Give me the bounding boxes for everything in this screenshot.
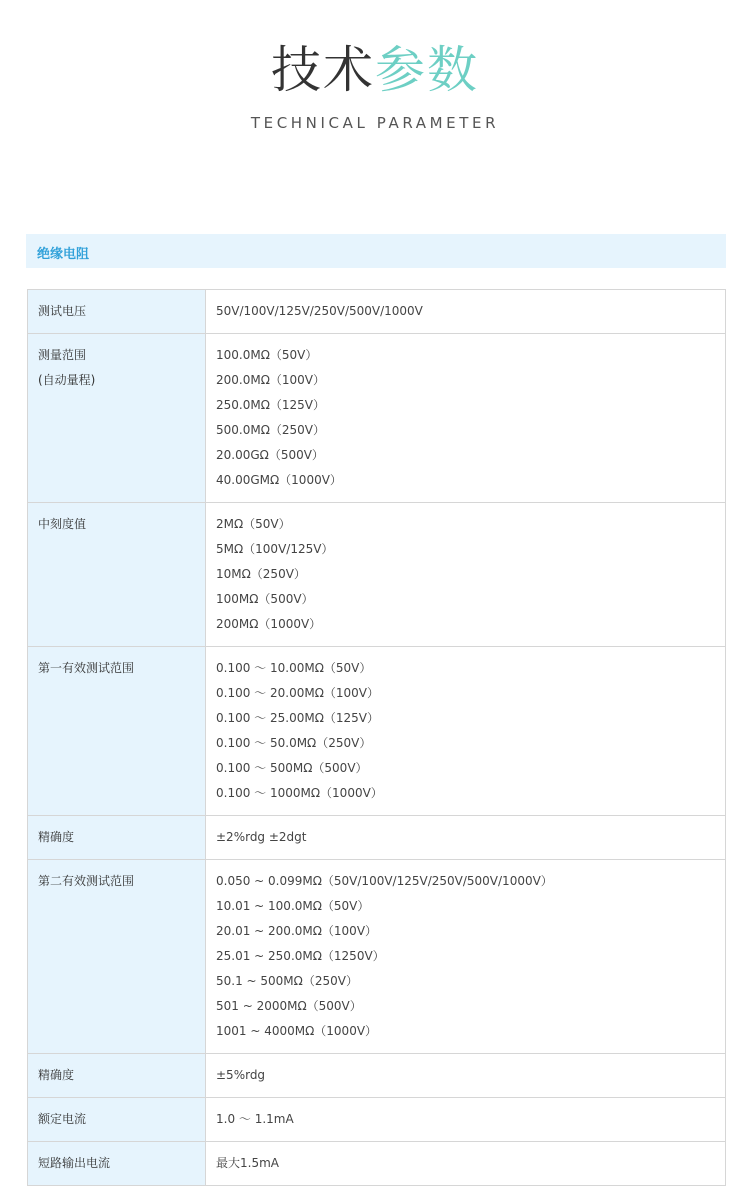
parameter-label-cell	[28, 1142, 206, 1186]
parameter-value: 25.01 ~ 250.0MΩ（1250V）	[216, 949, 385, 963]
parameter-table-body	[28, 290, 726, 1186]
parameter-value: 0.050 ~ 0.099MΩ（50V/100V/125V/250V/500V/1000V）	[216, 874, 553, 888]
parameter-value: 0.100 ～ 500MΩ（500V）	[216, 761, 368, 775]
parameter-value: 250.0MΩ（125V）	[216, 398, 325, 412]
table-row	[28, 290, 726, 334]
title-dark-part: 技术	[271, 41, 375, 99]
parameter-value: 10MΩ（250V）	[216, 567, 306, 581]
parameter-value: 40.00GMΩ（1000V）	[216, 473, 342, 487]
parameter-label: 中刻度值	[38, 517, 87, 531]
parameter-value: ±2%rdg ±2dgt	[216, 830, 307, 844]
parameter-value: 501 ~ 2000MΩ（500V）	[216, 999, 362, 1013]
table-row	[28, 860, 726, 1054]
parameter-value-cell	[206, 1054, 726, 1098]
parameter-label-cell	[28, 1054, 206, 1098]
parameter-value: 100.0MΩ（50V）	[216, 348, 318, 362]
parameter-label: 第二有效测试范围	[38, 874, 135, 888]
parameter-value-cell	[206, 290, 726, 334]
parameter-value: ±5%rdg	[216, 1068, 266, 1082]
table-row	[28, 816, 726, 860]
parameter-value: 100MΩ（500V）	[216, 592, 314, 606]
parameter-value: 500.0MΩ（250V）	[216, 423, 325, 437]
parameter-label: 测试电压	[38, 304, 87, 318]
table-row	[28, 334, 726, 503]
table-row	[28, 503, 726, 647]
parameter-value-cell	[206, 1142, 726, 1186]
parameter-label: 额定电流	[38, 1112, 87, 1126]
parameter-value: 20.00GΩ（500V）	[216, 448, 324, 462]
parameter-value: 20.01 ~ 200.0MΩ（100V）	[216, 924, 378, 938]
parameter-value-cell	[206, 860, 726, 1054]
section-header	[26, 234, 726, 268]
parameter-label: 第一有效测试范围	[38, 661, 135, 675]
parameter-value: 2MΩ（50V）	[216, 517, 291, 531]
parameter-value: 0.100 ～ 20.00MΩ（100V）	[216, 686, 379, 700]
parameter-value: 200MΩ（1000V）	[216, 617, 322, 631]
page-header	[0, 0, 750, 234]
parameter-label-cell	[28, 816, 206, 860]
parameter-value: 1001 ~ 4000MΩ（1000V）	[216, 1024, 378, 1038]
parameter-value-cell	[206, 816, 726, 860]
parameter-value-cell	[206, 334, 726, 503]
table-row	[28, 647, 726, 816]
parameter-label-cell	[28, 290, 206, 334]
parameter-value: 50.1 ~ 500MΩ（250V）	[216, 974, 358, 988]
parameter-label: 精确度	[38, 1068, 75, 1082]
parameter-label-cell	[28, 334, 206, 503]
parameter-value-cell	[206, 503, 726, 647]
parameter-label: (自动量程)	[38, 373, 96, 387]
table-row	[28, 1098, 726, 1142]
parameter-value: 1.0 ～ 1.1mA	[216, 1112, 294, 1126]
parameter-value: 0.100 ～ 25.00MΩ（125V）	[216, 711, 379, 725]
parameter-value: 0.100 ～ 1000MΩ（1000V）	[216, 786, 383, 800]
parameter-table	[27, 289, 726, 1186]
page-subtitle: TECHNICAL PARAMETER	[250, 114, 500, 132]
parameter-value: 0.100 ～ 10.00MΩ（50V）	[216, 661, 372, 675]
parameter-label-cell	[28, 503, 206, 647]
title-accent-part: 参数	[375, 41, 479, 99]
page-title	[0, 40, 750, 100]
parameter-label: 短路输出电流	[38, 1156, 111, 1170]
table-row	[28, 1054, 726, 1098]
parameter-value: 50V/100V/125V/250V/500V/1000V	[216, 304, 423, 318]
parameter-label-cell	[28, 860, 206, 1054]
parameter-label-cell	[28, 647, 206, 816]
parameter-value: 最大1.5mA	[216, 1156, 279, 1170]
table-row	[28, 1142, 726, 1186]
parameter-value: 5MΩ（100V/125V）	[216, 542, 334, 556]
parameter-value-cell	[206, 1098, 726, 1142]
section-title: 绝缘电阻	[37, 247, 90, 262]
parameter-value: 10.01 ~ 100.0MΩ（50V）	[216, 899, 370, 913]
parameter-value: 200.0MΩ（100V）	[216, 373, 325, 387]
parameter-label-cell	[28, 1098, 206, 1142]
parameter-label: 测量范围	[38, 348, 87, 362]
parameter-label: 精确度	[38, 830, 75, 844]
parameter-value-cell	[206, 647, 726, 816]
parameter-value: 0.100 ～ 50.0MΩ（250V）	[216, 736, 372, 750]
